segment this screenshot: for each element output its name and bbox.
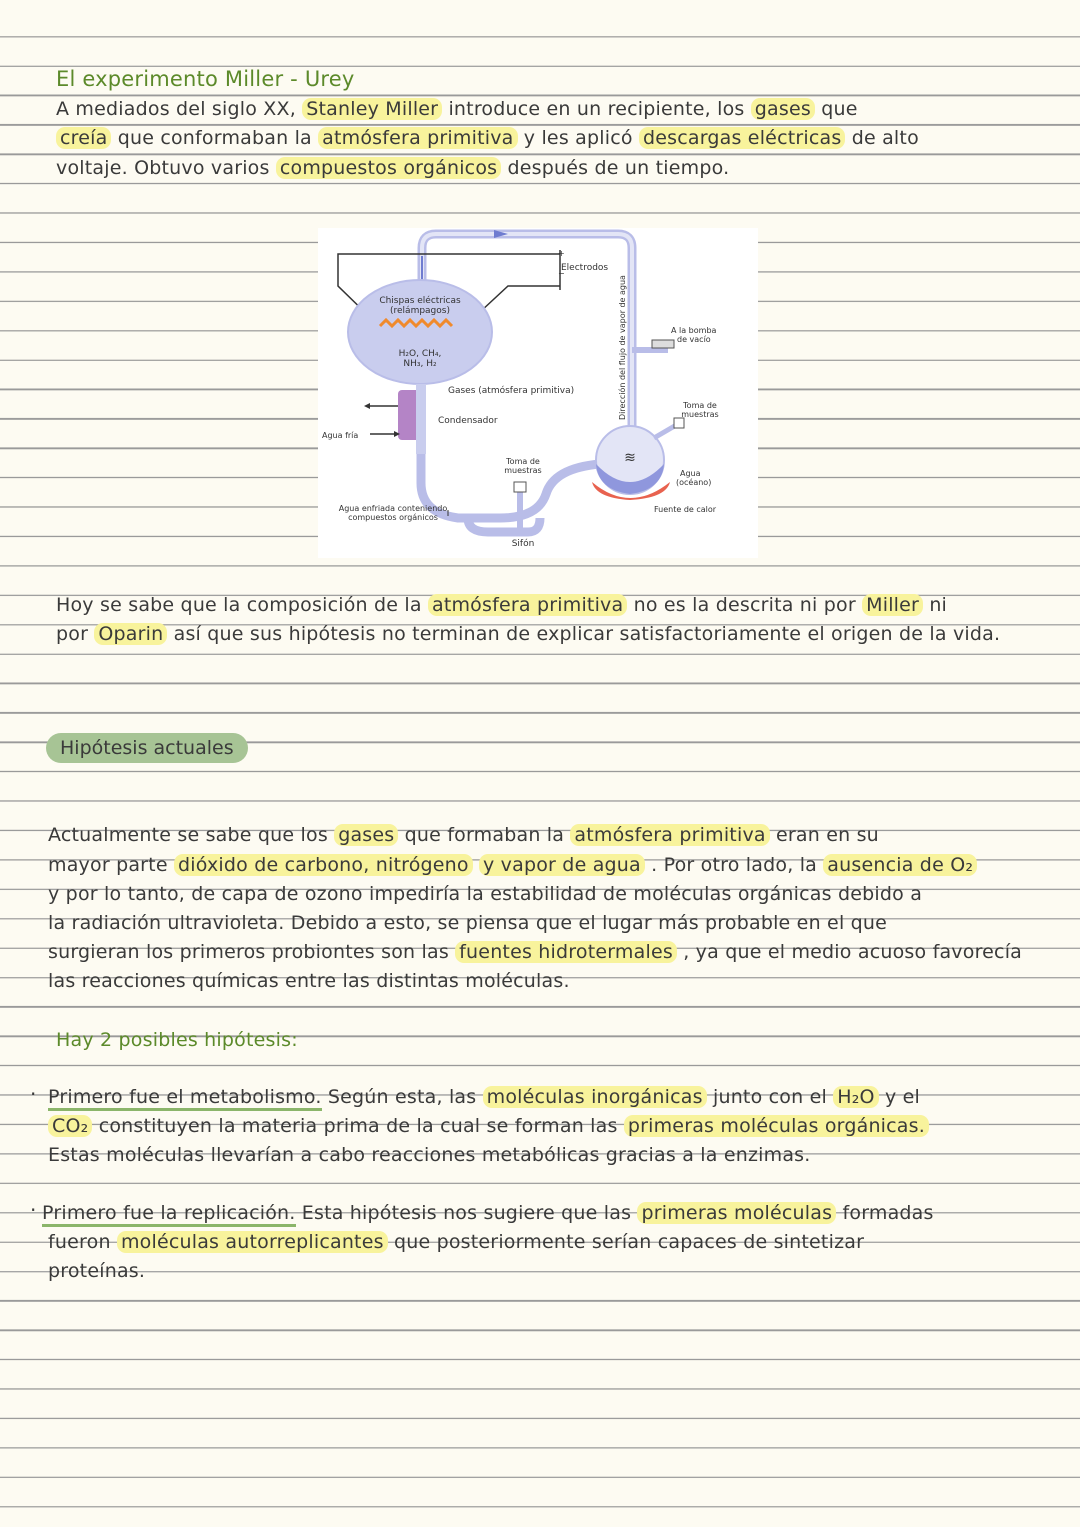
paragraph-line xyxy=(48,852,977,878)
cooled-water-label-1: Agua enfriada conteniendo xyxy=(338,504,448,513)
text: que xyxy=(821,98,858,120)
text: introduce en un recipiente, los xyxy=(448,98,745,120)
text: A mediados del siglo XX, xyxy=(56,98,296,120)
highlight: atmósfera primitiva xyxy=(570,824,769,846)
vacuum-pump-label-2: de vacío xyxy=(677,335,711,344)
text: Según esta, las xyxy=(327,1086,477,1108)
highlight: primeras moléculas orgánicas. xyxy=(624,1115,929,1137)
vacuum-pump-label-1: A la bomba xyxy=(671,326,717,335)
paragraph-line: la radiación ultravioleta. Debido a esto, se piensa que el lugar más probable en el que xyxy=(48,912,888,934)
highlight: dióxido de carbono, nitrógeno xyxy=(174,854,473,876)
text: mayor parte xyxy=(48,854,168,876)
highlight: CO₂ xyxy=(48,1115,92,1137)
siphon-label: Sifón xyxy=(511,539,535,549)
text: Actualmente se sabe que los xyxy=(48,824,328,846)
text: y les aplicó xyxy=(523,127,633,149)
paragraph-line xyxy=(56,155,729,181)
highlight: descargas eléctricas xyxy=(639,127,846,149)
highlight: Oparin xyxy=(94,623,167,645)
text: después de un tiempo. xyxy=(507,157,730,179)
paragraph-line xyxy=(56,621,1000,647)
paragraph-line: y por lo tanto, de capa de ozono impediría la estabilidad de moléculas orgánicas debido a xyxy=(48,883,923,905)
plus-label: + xyxy=(558,249,565,258)
miller-urey-apparatus-diagram xyxy=(318,228,758,558)
stopcock-right-icon xyxy=(674,418,684,428)
text: voltaje. Obtuvo varios xyxy=(56,157,270,179)
condenser-inner-tube xyxy=(416,384,426,454)
text: no es la descrita ni por xyxy=(633,594,856,616)
vapor-icon: ≋ xyxy=(624,450,636,466)
paragraph-line xyxy=(48,1229,864,1255)
sample-mid-label-2: muestras xyxy=(504,466,542,475)
text: y el xyxy=(884,1086,920,1108)
text: ni xyxy=(929,594,948,616)
text: Hoy se sabe que la composición de la xyxy=(56,594,422,616)
text: que formaban la xyxy=(404,824,565,846)
sparks-sub-label: (relámpagos) xyxy=(390,306,450,316)
sparks-label: Chispas eléctricas xyxy=(379,296,461,306)
gas-formula-2: NH₃, H₂ xyxy=(403,359,437,369)
highlight: Miller xyxy=(862,594,923,616)
text: de alto xyxy=(851,127,919,149)
pump-valve-icon xyxy=(652,340,674,348)
highlight: gases xyxy=(751,98,815,120)
heat-label: Fuente de calor xyxy=(654,505,717,514)
paragraph-line: Estas moléculas llevarían a cabo reacciones metabólicas gracias a la enzimas. xyxy=(48,1144,811,1166)
section-heading-hipotesis-actuales: Hipótesis actuales xyxy=(46,733,248,763)
text: junto con el xyxy=(712,1086,827,1108)
paragraph-line xyxy=(56,125,919,151)
text: que conformaban la xyxy=(117,127,312,149)
highlight: creía xyxy=(56,127,111,149)
cooled-water-label-2: compuestos orgánicos xyxy=(348,513,438,522)
highlight: atmósfera primitiva xyxy=(318,127,517,149)
highlight: gases xyxy=(334,824,398,846)
highlight: moléculas inorgánicas xyxy=(483,1086,707,1108)
paragraph-line xyxy=(56,592,947,618)
text: , ya que el medio acuoso favorecía xyxy=(683,941,1023,963)
subheading-two-hypotheses: Hay 2 posibles hipótesis: xyxy=(56,1029,298,1051)
paragraph-line: proteínas. xyxy=(48,1260,146,1282)
minus-label: − xyxy=(558,269,565,278)
text: surgieran los primeros probiontes son las xyxy=(48,941,449,963)
highlight: y vapor de agua xyxy=(479,854,645,876)
text: Esta hipótesis nos sugiere que las xyxy=(301,1202,632,1224)
paragraph-line xyxy=(48,1113,929,1139)
highlight: compuestos orgánicos xyxy=(276,157,501,179)
bullet-icon: · xyxy=(30,1198,37,1222)
paragraph-line: las reacciones químicas entre las distintas moléculas. xyxy=(48,970,570,992)
hypothesis-title-metabolism: Primero fue el metabolismo. xyxy=(48,1086,322,1111)
highlight: moléculas autorreplicantes xyxy=(117,1231,388,1253)
text: eran en su xyxy=(775,824,879,846)
vapor-flow-label: Dirección del flujo de vapor de agua xyxy=(618,275,627,420)
water-label-2: (océano) xyxy=(676,478,712,487)
cold-water-label: Agua fría xyxy=(322,431,359,440)
text: fueron xyxy=(48,1231,111,1253)
gas-formula-1: H₂O, CH₄, xyxy=(398,349,442,359)
text: constituyen la materia prima de la cual se forman las xyxy=(98,1115,618,1137)
text: por xyxy=(56,623,89,645)
hypothesis-title-replication: Primero fue la replicación. xyxy=(42,1202,296,1227)
highlight: Stanley Miller xyxy=(302,98,442,120)
bullet-icon: · xyxy=(30,1082,37,1106)
paragraph-line xyxy=(56,96,858,122)
paragraph-line xyxy=(48,939,1022,965)
highlight: primeras moléculas xyxy=(637,1202,836,1224)
text: que posteriormente serían capaces de sintetizar xyxy=(393,1231,865,1253)
highlight: fuentes hidrotermales xyxy=(455,941,677,963)
sample-right-label-1: Toma de xyxy=(683,401,717,410)
paragraph-line xyxy=(42,1200,934,1226)
section-title-miller-urey: El experimento Miller - Urey xyxy=(56,67,355,91)
paragraph-line xyxy=(48,822,879,848)
gases-label: Gases (atmósfera primitiva) xyxy=(448,386,575,396)
water-label-1: Agua xyxy=(680,469,701,478)
text: así que sus hipótesis no terminan de explicar satisfactoriamente el origen de la vida. xyxy=(173,623,1001,645)
sample-right-label-2: muestras xyxy=(681,410,719,419)
text: formadas xyxy=(842,1202,934,1224)
text: . Por otro lado, la xyxy=(651,854,818,876)
sample-mid-label-1: Toma de xyxy=(506,457,540,466)
highlight: ausencia de O₂ xyxy=(823,854,977,876)
highlight: atmósfera primitiva xyxy=(428,594,627,616)
condenser-label: Condensador xyxy=(438,416,498,426)
paragraph-line xyxy=(48,1084,920,1110)
stopcock-icon xyxy=(514,482,526,492)
electrodes-label: Electrodos xyxy=(561,263,609,273)
highlight: H₂O xyxy=(833,1086,878,1108)
